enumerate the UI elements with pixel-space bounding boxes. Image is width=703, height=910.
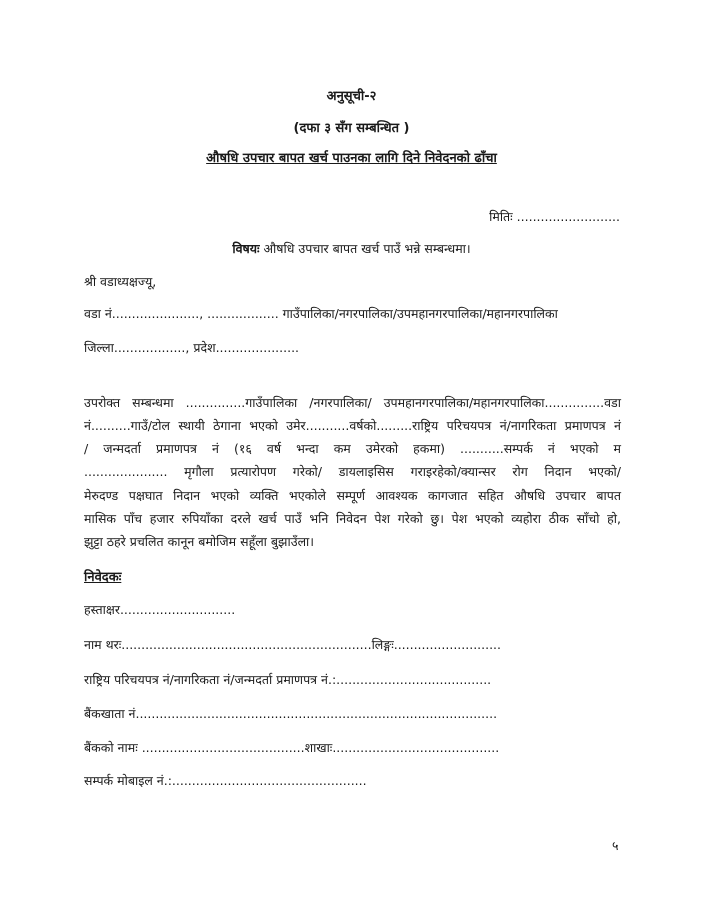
district-province-line: जिल्ला.................., प्रदेश..................... [84, 340, 300, 355]
id-number-field: राष्ट्रिय परिचयपत्र नं/नागरिकता नं/जन्मदर्ता प्रमाणपत्र नं.:....................................... [84, 672, 492, 687]
subject-label: विषयः [232, 241, 260, 256]
body-line: मासिक पाँच हजार रुपियाँका दरले खर्च पाउँ भनि निवेदन पेश गरेको छु। पेश भएको व्यहोरा ठीक साँचो हो, [84, 511, 621, 526]
page-number: ५ [612, 838, 619, 853]
date-line: मितिः .......................... [489, 209, 620, 224]
body-line: मेरुदण्ड पक्षघात निदान भएको व्यक्ति भएकोले सम्पूर्ण आवश्यक कागजात सहित औषधि उपचार बापत [84, 488, 621, 503]
body-line: ..................... मृगौला प्रत्यारोपण गरेको/ डायलाइसिस गराइरहेको/क्यान्सर रोग निदान भएको/ [84, 464, 621, 479]
bank-branch-field: बैंकको नामः .........................................शाखाः.......................................... [84, 740, 500, 755]
form-title: औषधि उपचार बापत खर्च पाउनका लागि दिने निवेदनको ढाँचा [206, 151, 497, 166]
salutation: श्री वडाध्यक्षज्यू, [84, 274, 157, 289]
body-line: झुट्टा ठहरे प्रचलित कानून बमोजिम सहूँला बुझाउँला। [84, 534, 315, 549]
body-line: नं..........गाउँ/टोल स्थायी ठेगाना भएको उमेर...........वर्षको.........राष्ट्रिय परिचयपत्र नं/नागरिकता प्रमाणपत्र नं [84, 418, 621, 433]
mobile-field: सम्पर्क मोबाइल नं.:................................................. [84, 773, 367, 788]
section-reference: (दफा ३ सँग सम्बन्धित ) [293, 121, 410, 136]
body-line: / जन्मदर्ता प्रमाणपत्र नं (१६ वर्ष भन्दा कम उमेरको हकमा) ...........सम्पर्क नं भएको म [84, 441, 621, 456]
ward-address-line: वडा नं......................, .................. गाउँपालिका/नगरपालिका/उपमहानगरपालिका/महानगरपालिका [84, 306, 558, 321]
subject-line [0, 240, 703, 257]
subject-text: औषधि उपचार बापत खर्च पाउँ भन्ने सम्बन्धमा। [263, 241, 471, 256]
schedule-heading: अनुसूची-२ [326, 89, 377, 104]
applicant-heading: निवेदकः [84, 570, 122, 585]
name-gender-field: नाम थरः...............................................................लिङ्गः........................... [84, 637, 502, 652]
signature-field: हस्ताक्षर............................. [84, 602, 236, 617]
bank-account-field: बैंकखाता नं........................................................................................... [84, 706, 498, 721]
body-line: उपरोक्त सम्बन्धमा ...............गाउँपालिका /नगरपालिका/ उपमहानगरपालिका/महानगरपालिका...............वडा [84, 395, 621, 410]
